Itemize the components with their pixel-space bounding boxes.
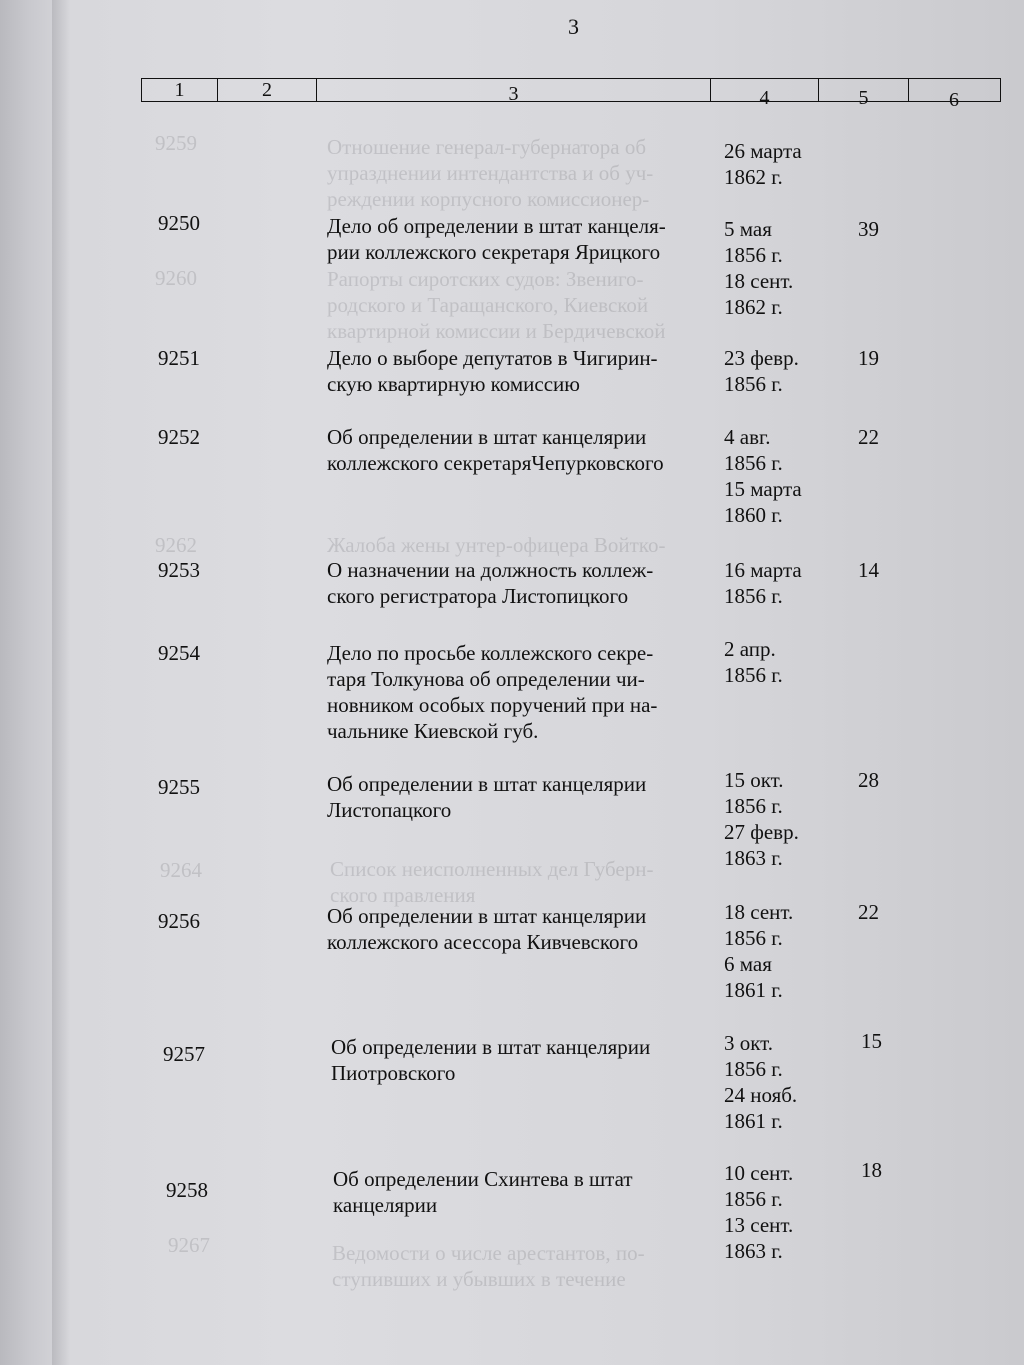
entry-description: Дело об определении в штат канцеля- рии коллежского секретаря Ярицкого xyxy=(327,214,666,264)
entry-number: 9251 xyxy=(158,346,200,370)
show-through-number: 9267 xyxy=(168,1233,210,1257)
entry-dates: 3 окт. 1856 г. 24 нояб. 1861 г. xyxy=(724,1031,798,1133)
show-through-number: 9262 xyxy=(155,533,197,557)
entry-dates: 16 марта 1856 г. xyxy=(724,558,802,608)
entry-number: 9250 xyxy=(158,211,200,235)
entry-dates: 23 февр. 1856 г. xyxy=(724,346,799,396)
column-header: 2 xyxy=(218,79,317,101)
entry-number: 9254 xyxy=(158,641,200,665)
entry-extra-dates: 18 сент. 1862 г. xyxy=(724,269,794,319)
entry-pages: 19 xyxy=(858,346,879,370)
entry-number: 9255 xyxy=(158,775,200,799)
column-header: 1 xyxy=(142,79,218,101)
entry-dates: 4 авг. 1856 г. 15 марта 1860 г. xyxy=(724,425,802,527)
column-header-row xyxy=(141,78,1001,111)
show-through-number: 9264 xyxy=(160,858,202,882)
entry-description: Об определении в штат канцелярии коллежского секретаряЧепурковского xyxy=(327,425,664,475)
entry-number: 9252 xyxy=(158,425,200,449)
column-header: 4 xyxy=(711,79,819,101)
show-through-text: Отношение генерал-губернатора об упразднении интендантства и об уч- реждении корпусного комиссионер- xyxy=(327,135,654,211)
entry-description: О назначении на должность коллеж- ского регистратора Листопицкого xyxy=(327,558,654,608)
entry-description: Дело о выборе депутатов в Чигирин- скую квартирную комиссию xyxy=(327,346,658,396)
column-header: 5 xyxy=(819,79,909,101)
entry-dates: 18 сент. 1856 г. 6 мая 1861 г. xyxy=(724,900,794,1002)
column-header: 3 xyxy=(317,79,711,101)
entry-number: 9257 xyxy=(163,1042,205,1066)
entry-number: 9256 xyxy=(158,909,200,933)
entry-description: Об определении в штат канцелярии Пиотровского xyxy=(331,1035,651,1085)
book-gutter-shadow xyxy=(52,0,70,1365)
entry-dates: 5 мая 1856 г. xyxy=(724,217,783,267)
carryover-dates: 26 марта 1862 г. xyxy=(724,139,802,189)
entry-dates: 10 сент. 1856 г. 13 сент. 1863 г. xyxy=(724,1161,794,1263)
show-through-number: 9260 xyxy=(155,266,197,290)
entry-number: 9253 xyxy=(158,558,200,582)
entry-dates: 15 окт. 1856 г. 27 февр. 1863 г. xyxy=(724,768,799,870)
entry-pages: 15 xyxy=(861,1029,882,1053)
entry-pages: 22 xyxy=(858,425,879,449)
show-through-number: 9259 xyxy=(155,131,197,155)
entry-description: Об определении в штат канцелярии коллежского асессора Кивчевского xyxy=(327,904,647,954)
entry-pages: 14 xyxy=(858,558,879,582)
show-through-text: Жалоба жены унтер-офицера Войтко- xyxy=(327,533,666,557)
entry-description: Об определении Схинтева в штат канцелярии xyxy=(333,1167,633,1217)
entry-description: Дело по просьбе коллежского секре- таря Толкунова об определении чи- новником особых поручений при на- чальнике Киевской губ. xyxy=(327,641,658,743)
show-through-text: Рапорты сиротских судов: Звениго- родского и Таращанского, Киевской квартирной комиссии и Бердичевской xyxy=(327,267,666,343)
column-header: 6 xyxy=(949,89,959,111)
show-through-text: Список неисполненных дел Губерн- ского правления xyxy=(330,857,654,907)
entry-pages: 28 xyxy=(858,768,879,792)
entry-number: 9258 xyxy=(166,1178,208,1202)
entry-dates: 2 апр. 1856 г. xyxy=(724,637,783,687)
entry-description: Об определении в штат канцелярии Листопацкого xyxy=(327,772,647,822)
show-through-text: Ведомости о числе арестантов, по- ступивших и убывших в течение xyxy=(332,1241,645,1291)
entry-pages: 22 xyxy=(858,900,879,924)
entry-pages: 39 xyxy=(858,217,879,241)
entry-pages: 18 xyxy=(861,1158,882,1182)
page-number: 3 xyxy=(568,14,579,39)
